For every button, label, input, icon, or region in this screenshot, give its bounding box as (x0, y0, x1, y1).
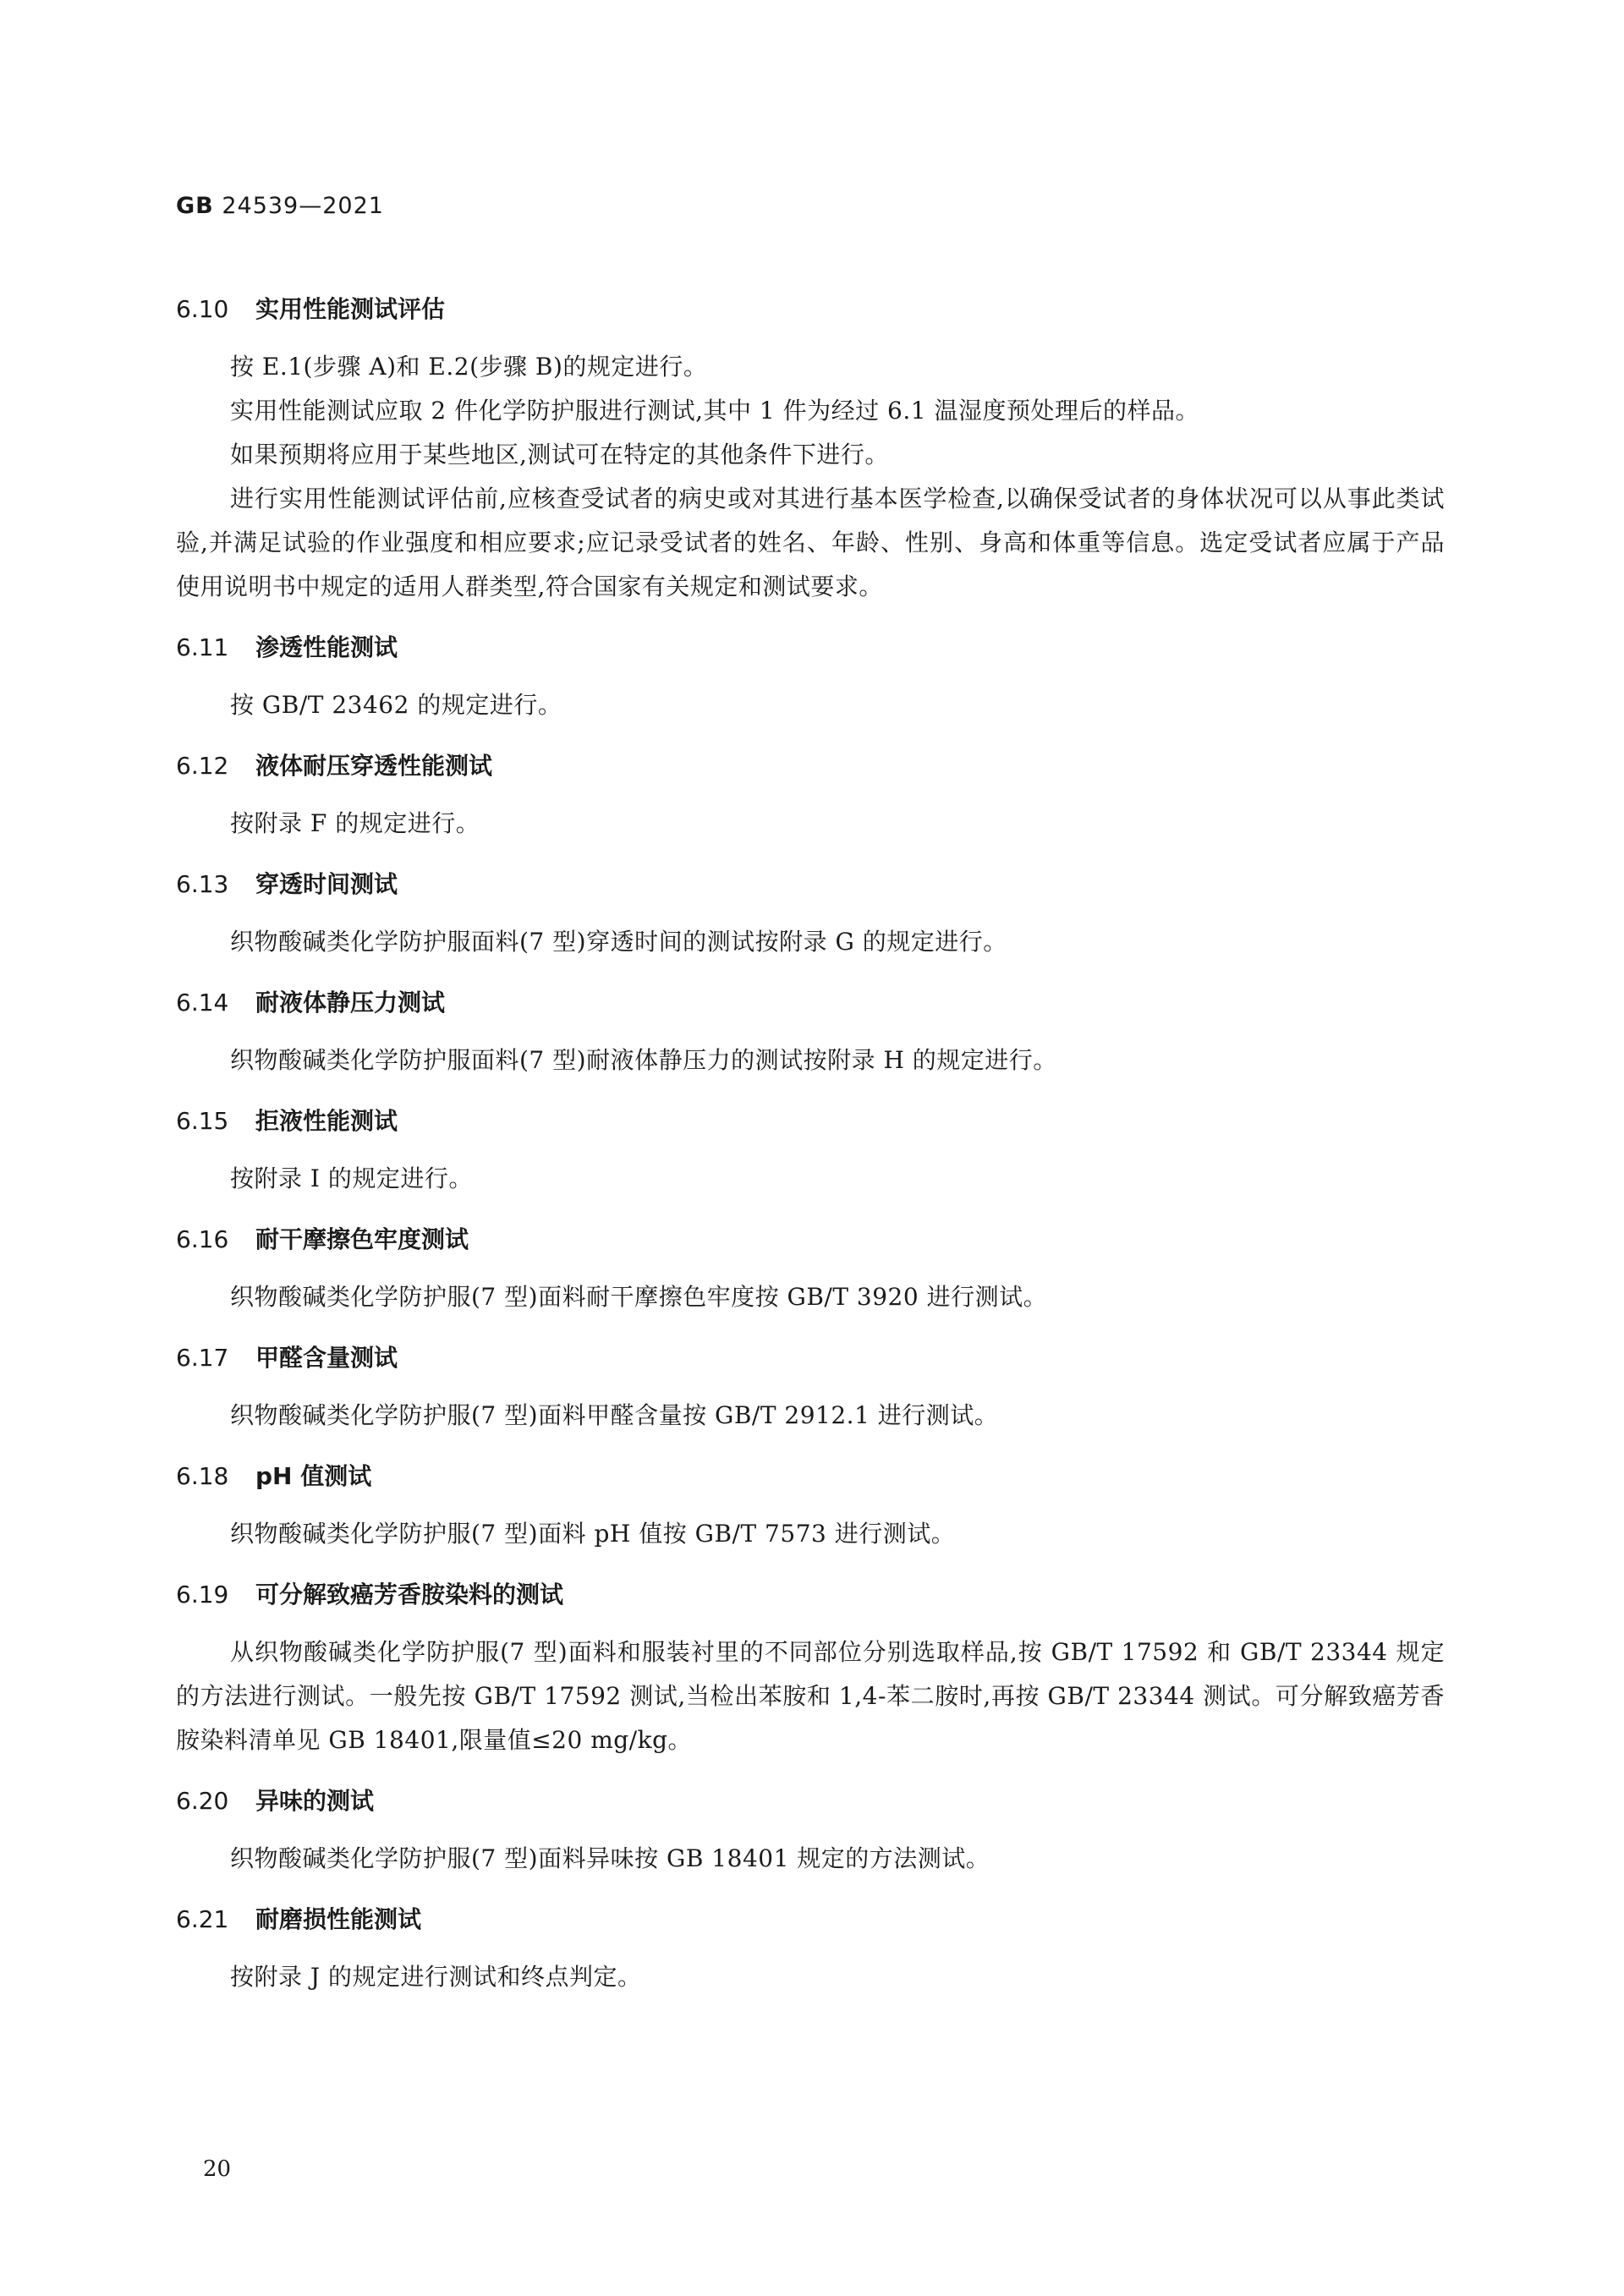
section-paragraph: 按 GB/T 23462 的规定进行。 (230, 691, 562, 719)
section-number: 6.14 (176, 989, 229, 1016)
section-title: 穿透时间测试 (255, 870, 398, 898)
section-paragraph: 织物酸碱类化学防护服(7 型)面料甲醛含量按 GB/T 2912.1 进行测试。 (230, 1401, 999, 1429)
section-paragraph: 织物酸碱类化学防护服面料(7 型)耐液体静压力的测试按附录 H 的规定进行。 (230, 1046, 1057, 1074)
section-title: 异味的测试 (255, 1787, 375, 1815)
section-paragraph: 如果预期将应用于某些地区,测试可在特定的其他条件下进行。 (230, 441, 889, 469)
section-6-15 (176, 1099, 1445, 1201)
section-paragraph: 织物酸碱类化学防护服(7 型)面料 pH 值按 GB/T 7573 进行测试。 (230, 1520, 956, 1548)
section-number: 6.20 (176, 1787, 229, 1815)
section-paragraph: 织物酸碱类化学防护服(7 型)面料异味按 GB 18401 规定的方法测试。 (230, 1844, 990, 1872)
section-paragraph: 按附录 F 的规定进行。 (230, 809, 480, 837)
page-number: 20 (203, 2156, 232, 2182)
section-6-17 (176, 1336, 1445, 1438)
section-paragraph: 实用性能测试应取 2 件化学防护服进行测试,其中 1 件为经过 6.1 温湿度预处理后的样品。 (230, 397, 1199, 425)
section-title: 液体耐压穿透性能测试 (255, 752, 493, 780)
section-heading (176, 1099, 1445, 1143)
section-title: 渗透性能测试 (255, 633, 398, 661)
section-6-16 (176, 1218, 1445, 1319)
section-heading (176, 1218, 1445, 1262)
section-6-11 (176, 626, 1445, 727)
section-number: 6.15 (176, 1107, 229, 1135)
section-heading (176, 863, 1445, 907)
section-number: 6.12 (176, 752, 229, 780)
section-paragraph: 进行实用性能测试评估前,应核查受试者的病史或对其进行基本医学检查,以确保受试者的身体状况可以从事此类试验,并满足试验的作业强度和相应要求;应记录受试者的姓名、年龄、性别、身高和体重等信息。选定受试者应属于产品使用说明书中规定的适用人群类型,符合国家有关规定和测试要求。 (176, 485, 1445, 600)
section-6-19 (176, 1573, 1445, 1762)
section-6-18 (176, 1455, 1445, 1556)
standard-prefix: GB (176, 193, 214, 219)
section-title: 耐磨损性能测试 (255, 1905, 422, 1933)
section-6-13 (176, 863, 1445, 964)
section-number: 6.10 (176, 295, 229, 323)
section-title: 实用性能测试评估 (255, 295, 446, 323)
section-title: 可分解致癌芳香胺染料的测试 (255, 1581, 564, 1608)
section-heading (176, 744, 1445, 788)
section-6-12 (176, 744, 1445, 846)
document-body (176, 288, 1445, 1999)
section-heading (176, 981, 1445, 1025)
section-title: 耐液体静压力测试 (255, 989, 446, 1016)
section-heading (176, 626, 1445, 670)
section-paragraph: 织物酸碱类化学防护服面料(7 型)穿透时间的测试按附录 G 的规定进行。 (230, 928, 1007, 956)
section-6-10 (176, 288, 1445, 609)
section-heading (176, 1455, 1445, 1499)
section-heading (176, 1573, 1445, 1617)
standard-header (176, 193, 384, 219)
section-paragraph: 从织物酸碱类化学防护服(7 型)面料和服装衬里的不同部位分别选取样品,按 GB/T 17592 和 GB/T 23344 规定的方法进行测试。一般先按 GB/T 17592 测试,当检出苯胺和 1,4-苯二胺时,再按 GB/T 23344 测试。可分解致癌芳香胺染料清单见 GB 18401,限量值≤20 mg/kg。 (176, 1638, 1445, 1754)
section-number: 6.18 (176, 1462, 229, 1490)
section-title: 拒液性能测试 (255, 1107, 398, 1135)
section-6-21 (176, 1898, 1445, 1999)
section-6-14 (176, 981, 1445, 1082)
section-title: pH 值测试 (255, 1462, 372, 1490)
standard-number: 24539—2021 (222, 193, 384, 219)
section-heading (176, 1336, 1445, 1380)
section-title: 甲醛含量测试 (255, 1344, 398, 1372)
section-paragraph: 按 E.1(步骤 A)和 E.2(步骤 B)的规定进行。 (230, 353, 708, 381)
section-heading (176, 1779, 1445, 1823)
section-paragraph: 织物酸碱类化学防护服(7 型)面料耐干摩擦色牢度按 GB/T 3920 进行测试。 (230, 1283, 1048, 1311)
section-heading (176, 288, 1445, 332)
section-number: 6.13 (176, 870, 229, 898)
section-number: 6.19 (176, 1581, 229, 1608)
section-number: 6.16 (176, 1225, 229, 1253)
section-number: 6.11 (176, 633, 229, 661)
section-number: 6.17 (176, 1344, 229, 1372)
section-paragraph: 按附录 J 的规定进行测试和终点判定。 (230, 1963, 642, 1991)
section-heading (176, 1898, 1445, 1942)
section-number: 6.21 (176, 1905, 229, 1933)
section-paragraph: 按附录 I 的规定进行。 (230, 1164, 473, 1192)
section-6-20 (176, 1779, 1445, 1881)
section-title: 耐干摩擦色牢度测试 (255, 1225, 469, 1253)
